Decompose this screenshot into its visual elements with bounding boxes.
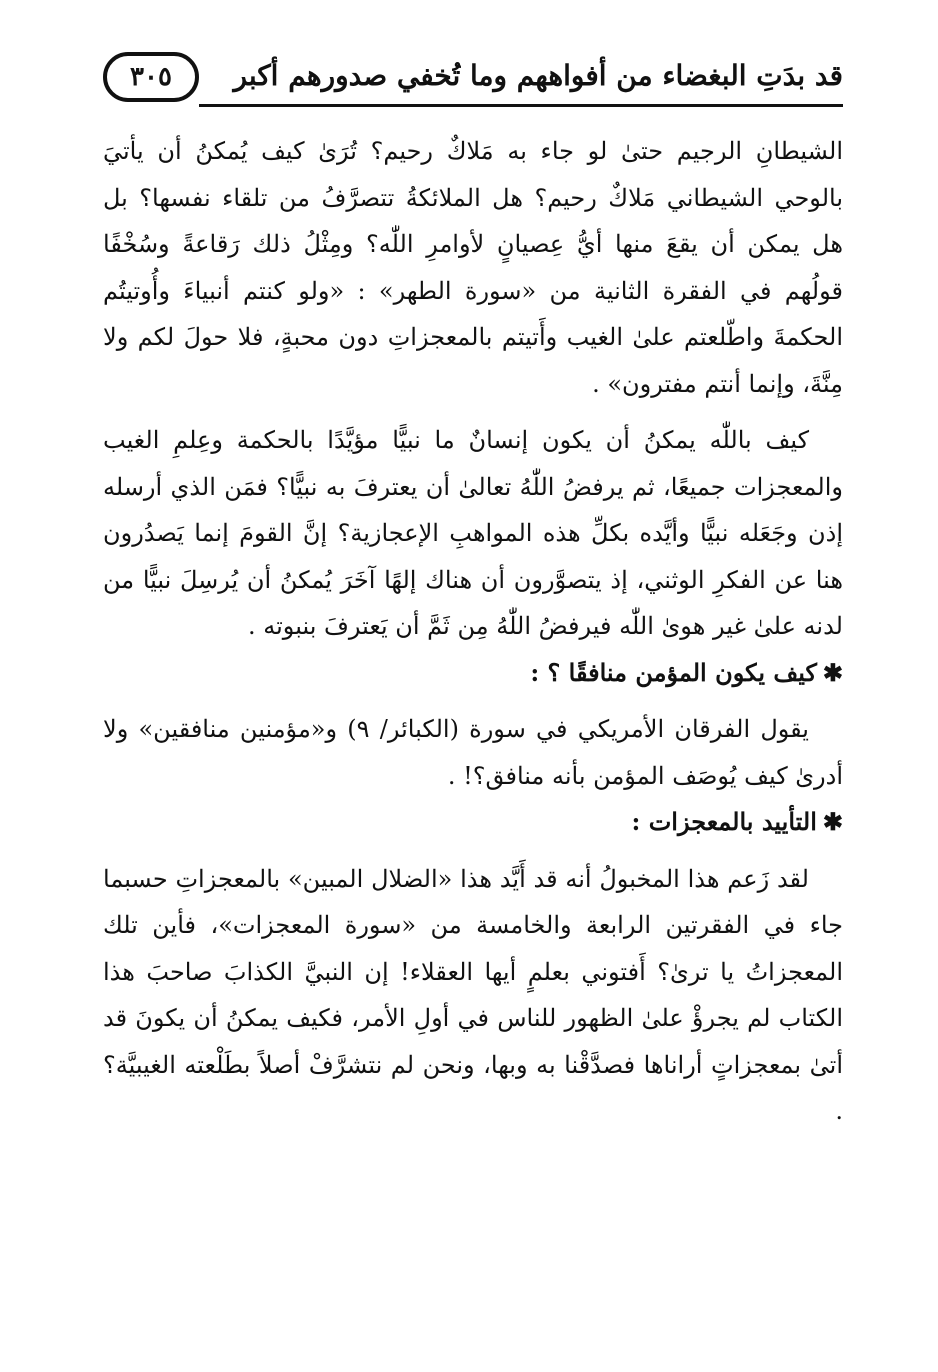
paragraph-3: يقول الفرقان الأمريكي في سورة (الكبائر/ ٩) و«مؤمنين منافقين» ولا أدرىٰ كيف يُوصَف المؤمن بأنه منافق؟! . [103,715,843,790]
header-divider [199,104,843,107]
section-heading-miracles [103,799,843,846]
section-heading-hypocrite-believer [103,650,843,697]
page-header [103,52,843,112]
paragraph-4: لقد زَعم هذا المخبولُ أنه قد أَيَّد هذا «الضلال المبين» بالمعجزاتِ حسبما جاء في الفقرتين الرابعة والخامسة من «سورة المعجزات»، فأين تلك المعجزاتُ يا ترىٰ؟ أَفتوني بعلمٍ أيها العقلاء! إن النبيَّ الكذابَ صاحبَ هذا الكتاب لم يجرؤْ علىٰ الظهور للناس في أولِ الأمر، فكيف يمكنُ أن يكونَ قد أتىٰ بمعجزاتٍ أراناها فصدَّقْنا به وبها، ونحن لم نتشرَّفْ أصلاً بطَلْعته الغيبيَّة؟ . [103,864,844,1125]
section-heading-text: كيف يكون المؤمن منافقًا ؟ : [530,657,817,687]
running-title: قد بدَتِ البغضاء من أفواههم وما تُخفي صدورهم أكبر [233,59,843,92]
star-bullet-icon: ✱ [822,807,843,836]
star-bullet-icon: ✱ [822,657,843,687]
page-body [103,128,843,1135]
section-heading-text: التأييد بالمعجزات : [631,807,817,836]
paragraph-2: كيف باللّٰه يمكنُ أن يكون إنسانٌ ما نبيًّا مؤيَّدًا بالحكمة وعِلمِ الغيب والمعجزات جميعًا، ثم يرفضُ اللّٰهُ تعالىٰ أن يعترفَ به نبيًّا؟ فمَن الذي أرسله إذن وجَعَله نبيًّا وأيَّده بكلِّ هذه المواهبِ الإعجازية؟ إنَّ القومَ إنما يَصدُرون هنا عن الفكرِ الوثني، إذ يتصوَّرون أن هناك إلهًا آخَرَ يُمكنُ أن يُرسِلَ نبيًّا من لدنه علىٰ غير هوىٰ اللّٰه فيرفضُ اللّٰهُ مِن ثَمَّ أن يَعترفَ بنبوته . [103,426,843,640]
page-number: ٣٠٥ [103,52,199,102]
paragraph-1: الشيطانِ الرجيم حتىٰ لو جاء به مَلاكٌ رحيم؟ تُرَىٰ كيف يُمكنُ أن يأتيَ بالوحي الشيطاني مَلاكٌ رحيم؟ هل الملائكةُ تتصرَّفُ من تلقاء نفسها؟ بل هل يمكن أن يقعَ منها أيُّ عِصيانٍ لأوامرِ اللّٰه؟ ومِثْلُ ذلك رَقاعةً وسُخْفًا قولُهم في الفقرة الثانية من «سورة الطهر» : «ولو كنتم أنبياءَ وأُوتيتُم الحكمةَ واطّلعتم علىٰ الغيب وأَتيتم بالمعجزاتِ دون محبةٍ، فلا حولَ لكم ولا مِنَّةَ، وإنما أنتم مفترون» . [103,137,844,398]
